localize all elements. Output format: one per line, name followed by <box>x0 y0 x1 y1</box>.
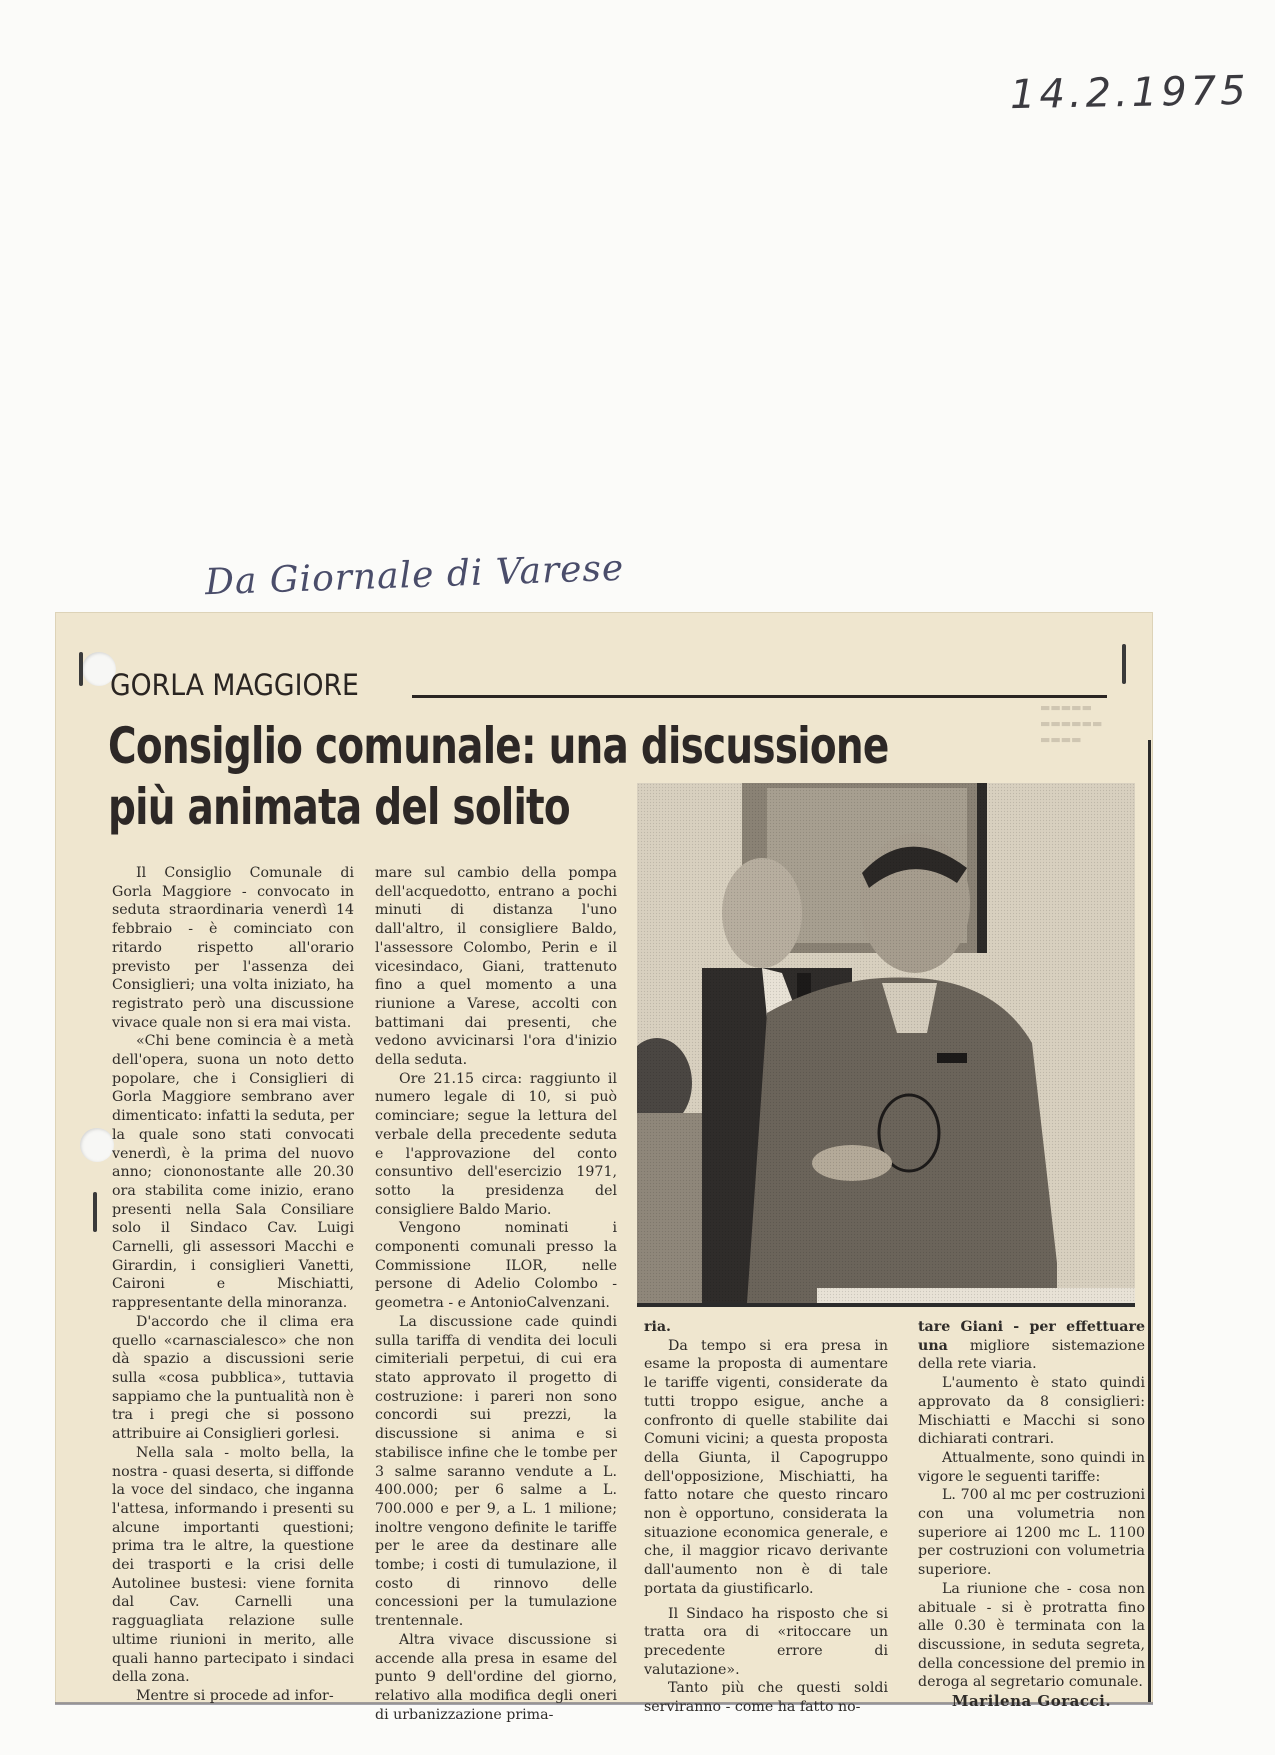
binder-mark-middle-left <box>93 1192 97 1232</box>
article-column-1 <box>112 864 354 1706</box>
paragraph: Da tempo si era presa in esame la proposta di aumentare le tariffe vigenti, considerate da tutti troppo esigue, anche a confronto di quelle stabilite dai Comuni vicini; a questa proposta della Giunta, il Capogruppo dell'opposizione, Mischiatti, ha fatto notare che questo rincaro non è opportuno, considerata la situazione economica generale, e che, il maggior ricavo derivante dall'aumento non è di tale portata da giustificarlo. <box>644 1337 888 1597</box>
paragraph: Il Consiglio Comunale di Gorla Maggiore - convocato in seduta straordinaria venerdì 14 febbraio - è cominciato con ritardo rispetto all'orario previsto per l'assenza dei Consiglieri; una volta iniziato, ha registrato però una discussione vivace quale non si era mai vista. <box>112 865 354 1031</box>
paragraph: ria. <box>644 1319 671 1335</box>
paragraph: Altra vivace discussione si accende alla presa in esame del punto 9 dell'ordine del giorno, relativo alla modifica degli oneri di urbanizzazione prima- <box>375 1631 617 1723</box>
paragraph: «Chi bene comincia è a metà dell'opera, suona un noto detto popolare, che i Consiglieri di Gorla Maggiore sembrano aver dimenticato: infatti la seduta, per la quale sono stati convocati venerdì, è la prima del nuovo anno; ciononostante alle 20.30 ora stabilita come inizio, erano presenti nella Sala Consiliare solo il Sindaco Cav. Luigi Carnelli, gli assessori Macchi e Girardin, i consiglieri Vanetti, Caironi e Mischiatti, rappresentante della minoranza. <box>112 1033 354 1312</box>
section-label: GORLA MAGGIORE <box>110 668 359 702</box>
paragraph: mare sul cambio della pompa dell'acquedotto, entrano a pochi minuti di distanza l'uno dall'altro, il consigliere Baldo, l'assessore Colombo, Perin e il vicesindaco, Giani, trattenuto fino a quel momento a una riunione a Varese, accolti con battimani dai presenti, che vedono avvicinarsi l'ora d'inizio della seduta. <box>375 865 617 1069</box>
clipping-edge-line <box>1148 740 1151 1702</box>
article-column-2 <box>375 864 617 1724</box>
article-byline: Marilena Goracci. <box>951 1692 1112 1711</box>
paragraph: Nella sala - molto bella, la nostra - quasi deserta, si diffonde la voce del sindaco, che inganna l'attesa, informando i presenti su alcune importanti questioni; prima tra le altre, la questione dei trasporti e la crisi delle Autolinee bustesi: viene fornita dal Cav. Carnelli una ragguagliata relazione sulle ultime riunioni in merito, alle quali hanno partecipato i sindaci della zona. <box>112 1444 354 1686</box>
punch-hole-middle <box>80 1128 114 1162</box>
paragraph: D'accordo che il clima era quello «carnascialesco» che non dà spazio a discussioni serie sulla «cosa pubblica», tuttavia sappiamo che la puntualità non è tra i pregi che si possono attribuire ai Consiglieri gorlesi. <box>112 1313 354 1443</box>
section-rule <box>412 695 1107 698</box>
paragraph: tare Giani - per effettuare una migliore sistemazione della rete viaria. <box>918 1319 1145 1373</box>
bleed-through-text: ▬▬▬▬▬ ▬▬▬▬▬▬ ▬▬▬▬ <box>1040 701 1103 746</box>
headline-line-2: più animata del solito <box>108 778 570 836</box>
paragraph: La riunione che - cosa non abituale - si è protratta fino alle 0.30 è terminata con la discussione, in seduta segreta, della concessione del premio in deroga al segretario comunale. <box>918 1580 1145 1691</box>
paragraph: Il Sindaco ha risposto che si tratta ora di «ritoccare un precedente errore di valutazione». <box>644 1605 888 1678</box>
paragraph: Ore 21.15 circa: raggiunto il numero legale di 10, si può cominciare; segue la lettura del verbale della precedente seduta e l'approvazione del conto consuntivo dell'esercizio 1971, sotto la presidenza del consigliere Baldo Mario. <box>375 1070 617 1218</box>
article-column-3 <box>644 1318 888 1717</box>
halftone-overlay <box>637 783 1135 1303</box>
binder-mark-top-left <box>79 652 83 686</box>
article-photo <box>637 783 1135 1307</box>
paragraph: L'aumento è stato quindi approvato da 8 consiglieri: Mischiatti e Macchi si sono dichiarati contrari. <box>918 1375 1145 1448</box>
binder-mark-top-right <box>1122 644 1126 684</box>
paragraph: Tanto più che questi soldi serviranno - come ha fatto no- <box>644 1680 888 1716</box>
headline-line-1: Consiglio comunale: una discussione <box>108 717 889 775</box>
photo-illustration <box>637 783 1135 1303</box>
paragraph: La discussione cade quindi sulla tariffa di vendita dei loculi cimiteriali perpetui, di cui era stato approvato il progetto di costruzione: i pareri non sono concordi sui prezzi, la discussione si anima e si stabilisce infine che le tombe per 3 salme saranno vendute a L. 400.000; per 6 salme a L. 700.000 e per 9, a L. 1 milione; inoltre vengono definite le tariffe per le aree da destinare alle tombe; i costi di tumulazione, il costo di rinnovo delle concessioni per la tumulazione trentennale. <box>375 1313 617 1630</box>
bold-lead-in: tare Giani - per effettuare una <box>918 1319 1145 1354</box>
article-column-4 <box>918 1318 1145 1711</box>
article-headline <box>108 716 889 838</box>
paragraph: Attualmente, sono quindi in vigore le seguenti tariffe: <box>918 1449 1145 1485</box>
paragraph: L. 700 al mc per costruzioni con una volumetria non superiore ai 1200 mc L. 1100 per costruzioni con volumetria superiore. <box>918 1487 1145 1579</box>
paragraph: Vengono nominati i componenti comunali presso la Commissione ILOR, nelle persone di Adelio Colombo - geometra - e AntonioCalvenzani. <box>375 1220 617 1312</box>
handwritten-source-note: Da Giornale di Varese <box>204 547 625 604</box>
paragraph: Mentre si procede ad infor- <box>136 1687 334 1704</box>
handwritten-date: 14.2.1975 <box>1009 67 1250 119</box>
